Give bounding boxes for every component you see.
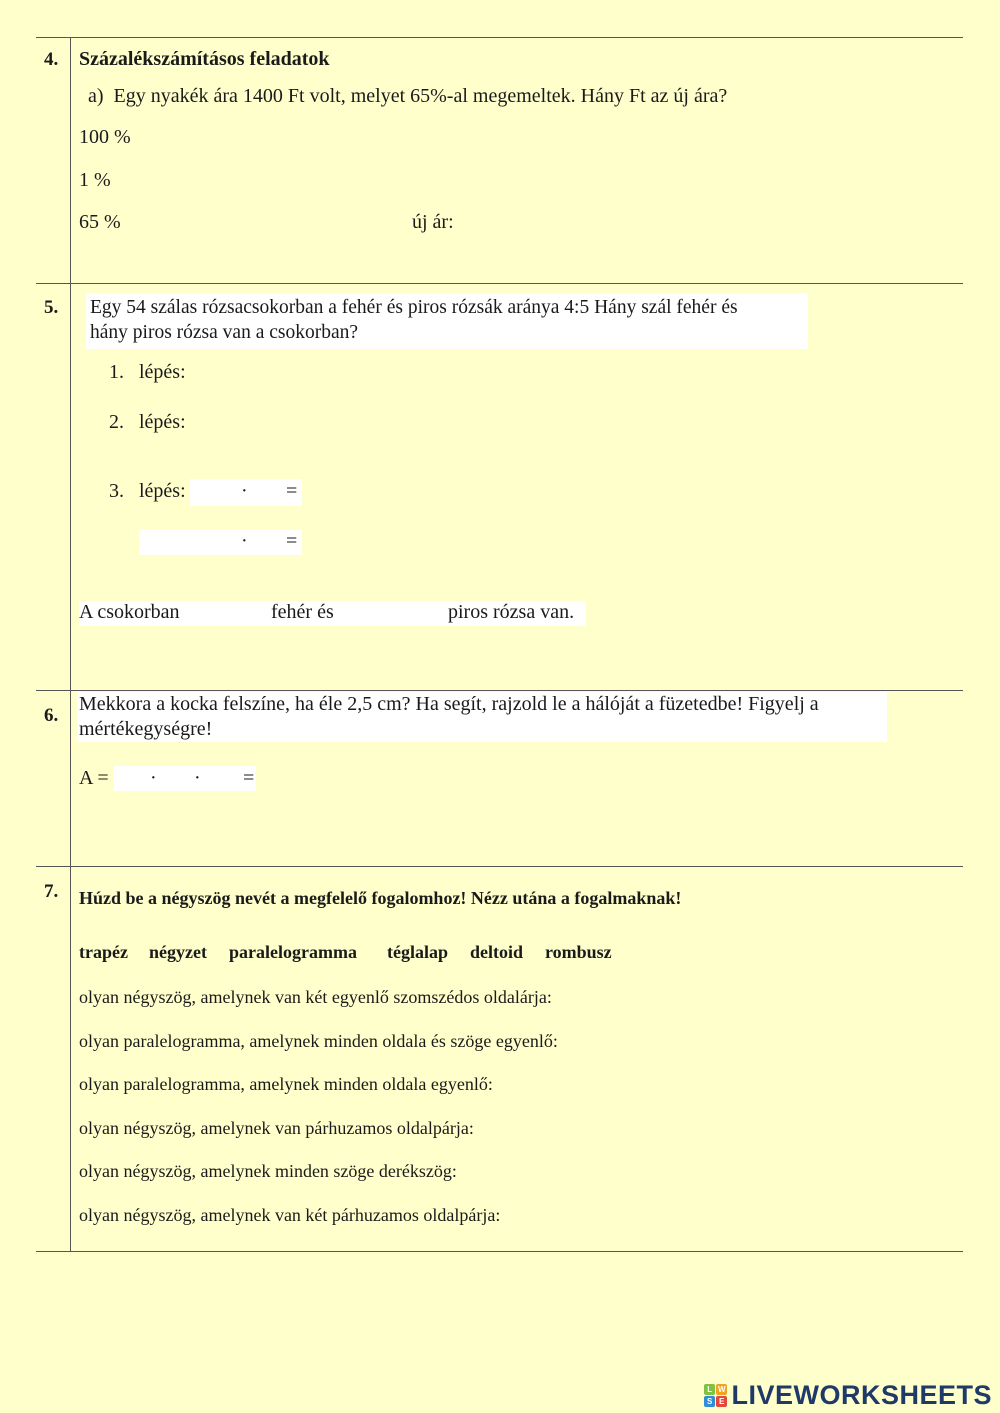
logo-mark-icon xyxy=(704,1384,727,1407)
step-3-label: 3. lépés: xyxy=(109,480,186,502)
step-1-answer-box[interactable] xyxy=(139,360,191,386)
task-question-line: mértékegységre! xyxy=(79,718,213,740)
row-divider-4-5 xyxy=(36,283,963,284)
formula-label: A = xyxy=(79,767,109,789)
equals-sign: = xyxy=(243,767,255,789)
task-number: 6. xyxy=(44,705,59,726)
percent-row-100: 100 % xyxy=(79,126,131,148)
definition-row: olyan négyszög, amelynek van két párhuzamos oldalpárja: xyxy=(79,1205,501,1225)
liveworksheets-logo xyxy=(704,1380,992,1411)
definition-row: olyan négyszög, amelynek minden szöge derékszög: xyxy=(79,1161,457,1181)
new-price-label: új ár: xyxy=(412,211,454,233)
task-title: Százalékszámításos feladatok xyxy=(79,48,330,70)
multiplication-dot: · xyxy=(150,767,157,789)
row-divider-bottom xyxy=(36,1251,963,1252)
definition-row: olyan paralelogramma, amelynek minden oldala egyenlő: xyxy=(79,1074,493,1094)
answer-text-part: A csokorban xyxy=(79,601,180,623)
step-3-row2-box[interactable] xyxy=(139,530,302,555)
draggable-word-paralelogramma[interactable]: paralelogramma xyxy=(229,942,357,962)
draggable-word-rombusz[interactable]: rombusz xyxy=(545,942,612,962)
row-divider-6-7 xyxy=(36,866,963,867)
task-question-line: Egy 54 szálas rózsacsokorban a fehér és piros rózsák aránya 4:5 Hány szál fehér és xyxy=(90,297,738,318)
logo-text: LIVEWORKSHEETS xyxy=(731,1380,992,1410)
draggable-word-deltoid[interactable]: deltoid xyxy=(470,942,524,962)
task-question-line: Mekkora a kocka felszíne, ha éle 2,5 cm? Ha segít, rajzold le a hálóját a füzetedbe! Figyelj a xyxy=(79,693,819,715)
multiplication-dot: · xyxy=(241,480,248,502)
logo-square-s: S xyxy=(704,1396,715,1407)
definition-row: olyan paralelogramma, amelynek minden oldala és szöge egyenlő: xyxy=(79,1031,558,1051)
multiplication-dot: · xyxy=(241,530,248,552)
definition-row: olyan négyszög, amelynek van két egyenlő szomszédos oldalárja: xyxy=(79,987,552,1007)
white-count-input[interactable] xyxy=(191,601,269,626)
definition-row: olyan négyszög, amelynek van párhuzamos oldalpárja: xyxy=(79,1118,474,1138)
answer-text-part: fehér és xyxy=(271,601,334,623)
step-2-label: 2. lépés: xyxy=(109,411,186,433)
column-divider xyxy=(70,37,71,1252)
task-number: 7. xyxy=(44,881,59,902)
equals-sign: = xyxy=(286,480,298,502)
task-question: a) Egy nyakék ára 1400 Ft volt, melyet 65%-al megemeltek. Hány Ft az új ára? xyxy=(88,85,728,107)
logo-square-w: W xyxy=(717,1385,726,1394)
draggable-word-negyzet[interactable]: négyzet xyxy=(149,942,207,962)
task-number: 5. xyxy=(44,297,59,318)
equals-sign: = xyxy=(286,530,298,552)
red-count-input[interactable] xyxy=(342,601,446,626)
draggable-word-teglalap[interactable]: téglalap xyxy=(387,942,448,962)
step-1-label: 1. lépés: xyxy=(109,361,186,383)
logo-square-e: E xyxy=(716,1396,727,1407)
percent-row-65: 65 % xyxy=(79,211,121,233)
answer-text-part: piros rózsa van. xyxy=(448,601,575,623)
logo-square-l: L xyxy=(704,1384,715,1395)
multiplication-dot: · xyxy=(194,767,201,789)
formula-answer-box[interactable] xyxy=(114,766,256,791)
row-divider-top xyxy=(36,37,963,38)
task-number: 4. xyxy=(44,49,59,70)
task-question-line: hány piros rózsa van a csokorban? xyxy=(90,322,359,343)
draggable-word-trapez[interactable]: trapéz xyxy=(79,942,128,962)
row-divider-5-6 xyxy=(36,690,963,691)
percent-row-1: 1 % xyxy=(79,169,111,191)
task-instruction: Húzd be a négyszög nevét a megfelelő fogalomhoz! Nézz utána a fogalmaknak! xyxy=(79,888,682,908)
